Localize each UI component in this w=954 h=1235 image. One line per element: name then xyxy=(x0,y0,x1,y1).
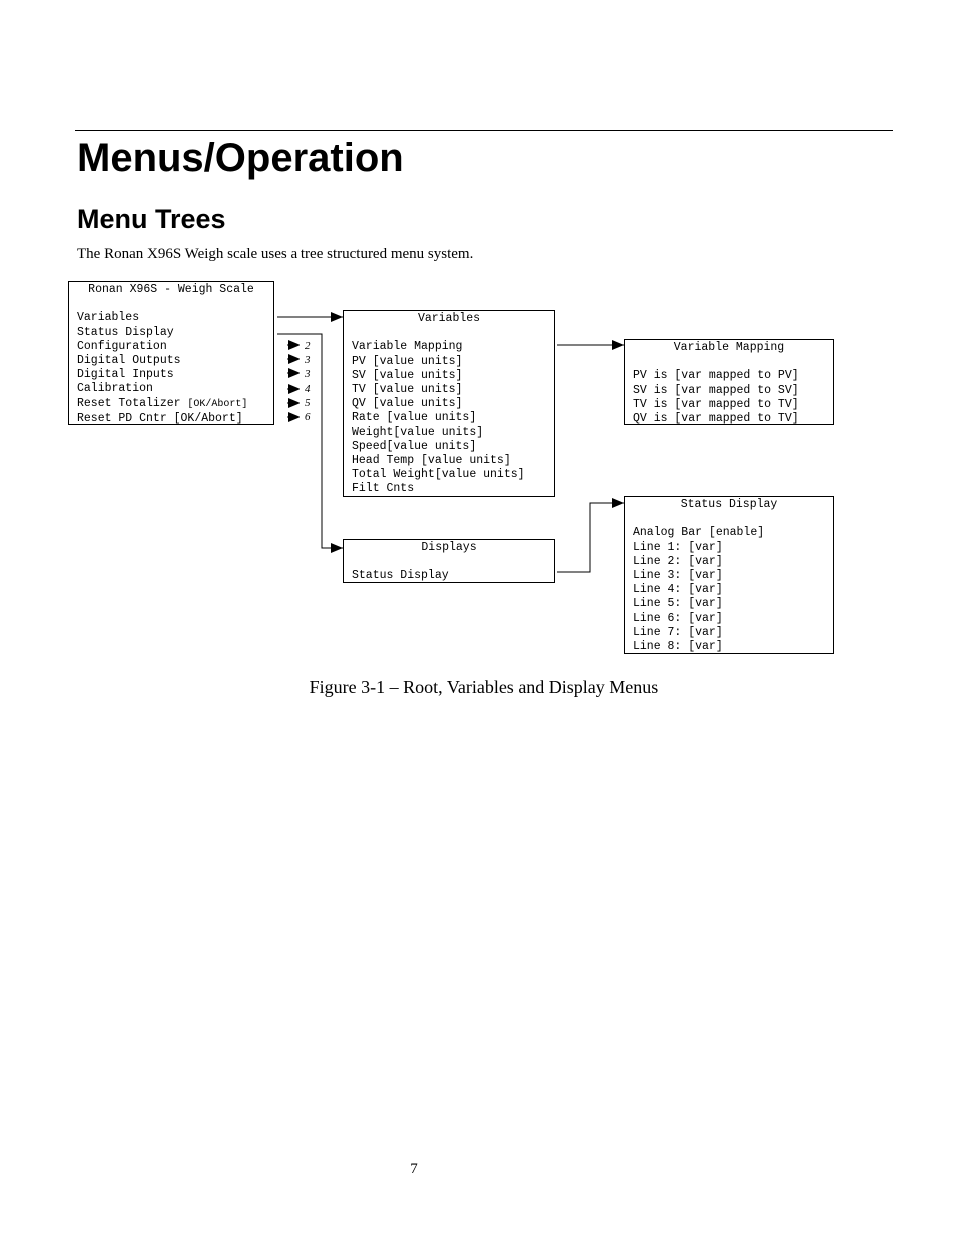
menu-item-line-2: Line 2: [var] xyxy=(633,554,723,568)
menu-item-total-weight: Total Weight[value units] xyxy=(352,468,525,482)
menu-item-calibration: Calibration xyxy=(77,382,153,396)
menu-item-line-3: Line 3: [var] xyxy=(633,569,723,582)
variables-menu-items xyxy=(344,340,554,496)
intro-paragraph: The Ronan X96S Weigh scale uses a tree structured menu system. xyxy=(77,246,474,262)
chapter-ref-digital-inputs: 3 xyxy=(305,368,311,380)
displays-menu-items xyxy=(344,569,554,583)
menu-item-filt-cnts: Filt Cnts xyxy=(352,482,415,496)
menu-item-variables: Variables xyxy=(77,311,140,325)
menu-item-line-5: Line 5: [var] xyxy=(633,597,723,611)
mapping-item-qv: QV is [var mapped to TV] xyxy=(633,412,799,425)
menu-item-rate: Rate [value units] xyxy=(352,411,477,425)
reset-totalizer-label: Reset Totalizer xyxy=(77,396,188,410)
menu-item-line-8: Line 8: [var] xyxy=(633,640,723,654)
section-heading: Menus/Operation xyxy=(77,136,404,180)
variables-menu-title: Variables xyxy=(417,312,481,325)
menu-item-line-4: Line 4: [var] xyxy=(633,583,723,597)
chapter-ref-configuration: 2 xyxy=(305,340,311,352)
status-display-menu-title: Status Display xyxy=(680,498,778,511)
menu-item-sv: SV [value units] xyxy=(352,368,463,382)
chapter-ref-digital-outputs: 3 xyxy=(305,354,311,366)
displays-menu-title: Displays xyxy=(421,541,477,554)
menu-item-configuration: Configuration xyxy=(77,339,167,353)
menu-item-status-display-sub: Status Display xyxy=(352,569,449,583)
root-menu-items xyxy=(69,311,273,426)
menu-item-reset-pd-cntr: Reset PD Cntr [OK/Abort] xyxy=(77,411,243,425)
menu-item-reset-totalizer xyxy=(69,397,273,412)
mapping-item-tv: TV is [var mapped to TV] xyxy=(633,397,799,411)
menu-item-analog-bar: Analog Bar [enable] xyxy=(633,526,765,540)
displays-menu-box xyxy=(343,539,555,583)
root-menu-box xyxy=(68,281,274,425)
menu-item-variable-mapping: Variable Mapping xyxy=(352,340,463,354)
reset-totalizer-option: [OK/Abort] xyxy=(187,398,248,410)
menu-item-line-6: Line 6: [var] xyxy=(633,611,723,625)
figure-caption: Figure 3-1 – Root, Variables and Display Menus xyxy=(309,677,659,697)
menu-item-weight: Weight[value units] xyxy=(352,425,484,439)
menu-item-speed: Speed[value units] xyxy=(352,439,477,453)
menu-item-digital-inputs: Digital Inputs xyxy=(77,368,174,382)
menu-item-pv: PV [value units] xyxy=(352,354,463,368)
chapter-ref-reset-totalizer: 5 xyxy=(305,397,311,409)
variable-mapping-menu-title: Variable Mapping xyxy=(673,341,785,354)
menu-item-line-7: Line 7: [var] xyxy=(633,625,723,639)
page-number: 7 xyxy=(410,1161,418,1177)
menu-item-tv: TV [value units] xyxy=(352,383,463,396)
root-menu-title: Ronan X96S - Weigh Scale xyxy=(88,283,254,296)
menu-item-qv: QV [value units] xyxy=(352,397,463,411)
menu-item-head-temp: Head Temp [value units] xyxy=(352,454,511,468)
variable-mapping-menu-items xyxy=(625,369,833,426)
mapping-item-pv: PV is [var mapped to PV] xyxy=(633,369,799,383)
menu-item-status-display: Status Display xyxy=(77,325,174,339)
status-display-menu-box xyxy=(624,496,834,654)
variables-menu-box xyxy=(343,310,555,497)
status-display-menu-items xyxy=(625,526,833,654)
menu-item-digital-outputs: Digital Outputs xyxy=(77,354,181,367)
mapping-item-sv: SV is [var mapped to SV] xyxy=(633,383,799,397)
arrow-displays-to-status xyxy=(557,503,624,572)
arrow-root-to-displays xyxy=(277,334,343,548)
menu-item-line-1: Line 1: [var] xyxy=(633,540,723,554)
chapter-ref-reset-pd: 6 xyxy=(305,411,311,423)
variable-mapping-menu-box xyxy=(624,339,834,425)
chapter-ref-calibration: 4 xyxy=(305,383,311,395)
subsection-heading: Menu Trees xyxy=(77,204,226,234)
